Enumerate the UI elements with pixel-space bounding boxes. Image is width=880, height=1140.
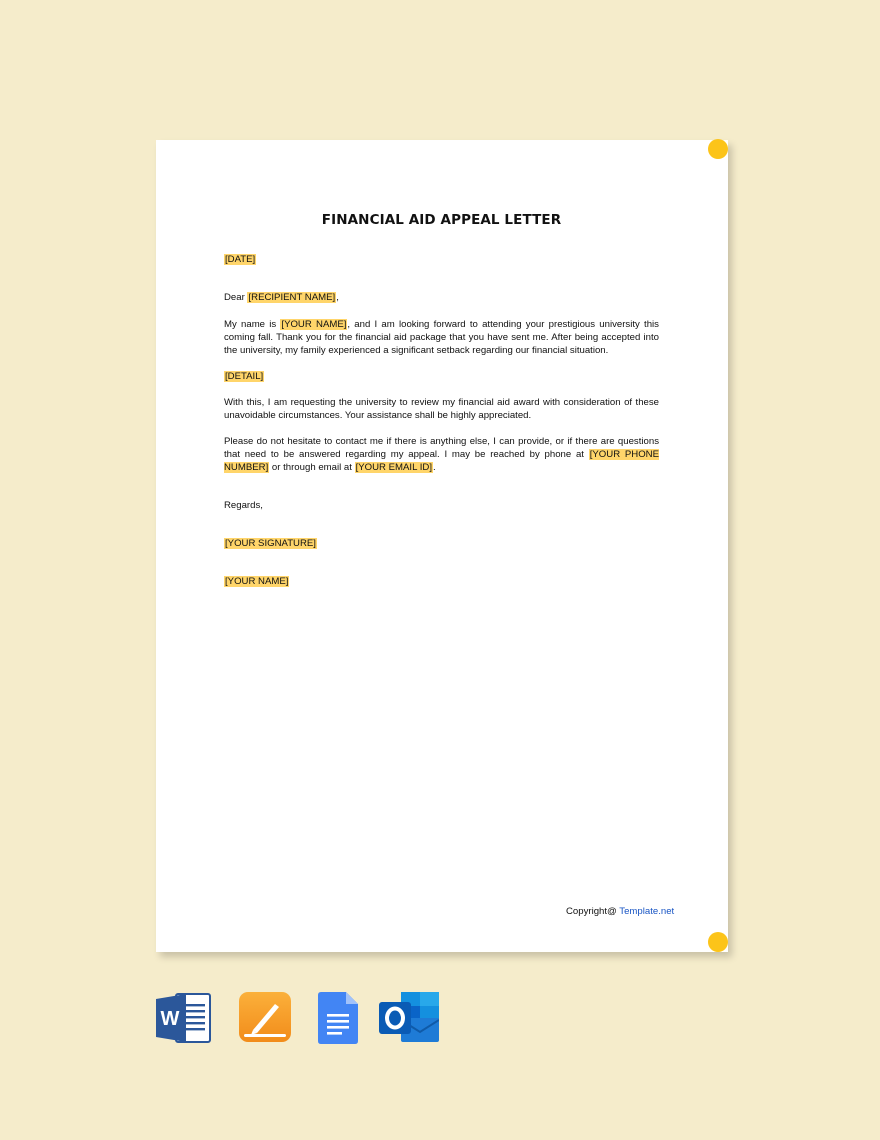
- date-placeholder: [DATE]: [225, 254, 256, 265]
- email-placeholder: [YOUR EMAIL ID]: [355, 461, 432, 473]
- pages-icon[interactable]: [239, 992, 291, 1049]
- your-name-placeholder: [YOUR NAME]: [281, 319, 347, 330]
- outlook-icon[interactable]: [379, 992, 439, 1049]
- intro-text-1: My name is: [224, 319, 281, 330]
- contact-text-2: or through email at: [269, 461, 355, 473]
- intro-text-2: , and I am looking forward to attending your prestigious university this coming fall. Thank you for the financial aid package that you have sent me. After being accepted into the university, my family experienced a significant setback regarding our financial situation.: [224, 319, 659, 356]
- signature-line: [224, 538, 659, 551]
- document-page: [156, 140, 728, 952]
- paragraph-contact: [224, 436, 659, 475]
- letter-title: FINANCIAL AID APPEAL LETTER: [321, 212, 562, 228]
- salutation: [224, 292, 659, 305]
- closing: Regards,: [224, 500, 263, 511]
- salutation-suffix: ,: [336, 292, 339, 303]
- word-icon[interactable]: [156, 992, 212, 1049]
- contact-text-3: .: [433, 461, 436, 473]
- paragraph-intro: [224, 319, 659, 358]
- copyright-brand-link[interactable]: Template.net: [619, 906, 675, 917]
- signoff-name-line: [224, 576, 659, 589]
- signoff-name-placeholder: [YOUR NAME]: [225, 576, 289, 587]
- date-line: [224, 254, 659, 267]
- corner-dot-top: [708, 139, 728, 159]
- corner-dot-bottom: [708, 932, 728, 952]
- contact-text-1: Please do not hesitate to contact me if there is anything else, I can provide, or if there are questions that need to be answered regarding my appeal. I may be reached by phone at: [224, 436, 659, 460]
- paragraph-request: With this, I am requesting the university to review my financial aid award with consideration of these unavoidable circumstances. Your assistance shall be highly appreciated.: [224, 397, 659, 421]
- recipient-placeholder: [RECIPIENT NAME]: [248, 292, 336, 303]
- detail-placeholder: [DETAIL]: [225, 371, 264, 382]
- copyright-line: [566, 906, 674, 917]
- signature-placeholder: [YOUR SIGNATURE]: [225, 538, 316, 549]
- svg-text:W: W: [160, 1008, 180, 1030]
- detail-line: [224, 371, 659, 384]
- copyright-label: Copyright@: [566, 906, 620, 917]
- salutation-prefix: Dear: [224, 292, 248, 303]
- google-docs-icon[interactable]: [318, 992, 358, 1049]
- phone-placeholder: [YOUR PHONE NUMBER]: [224, 448, 659, 473]
